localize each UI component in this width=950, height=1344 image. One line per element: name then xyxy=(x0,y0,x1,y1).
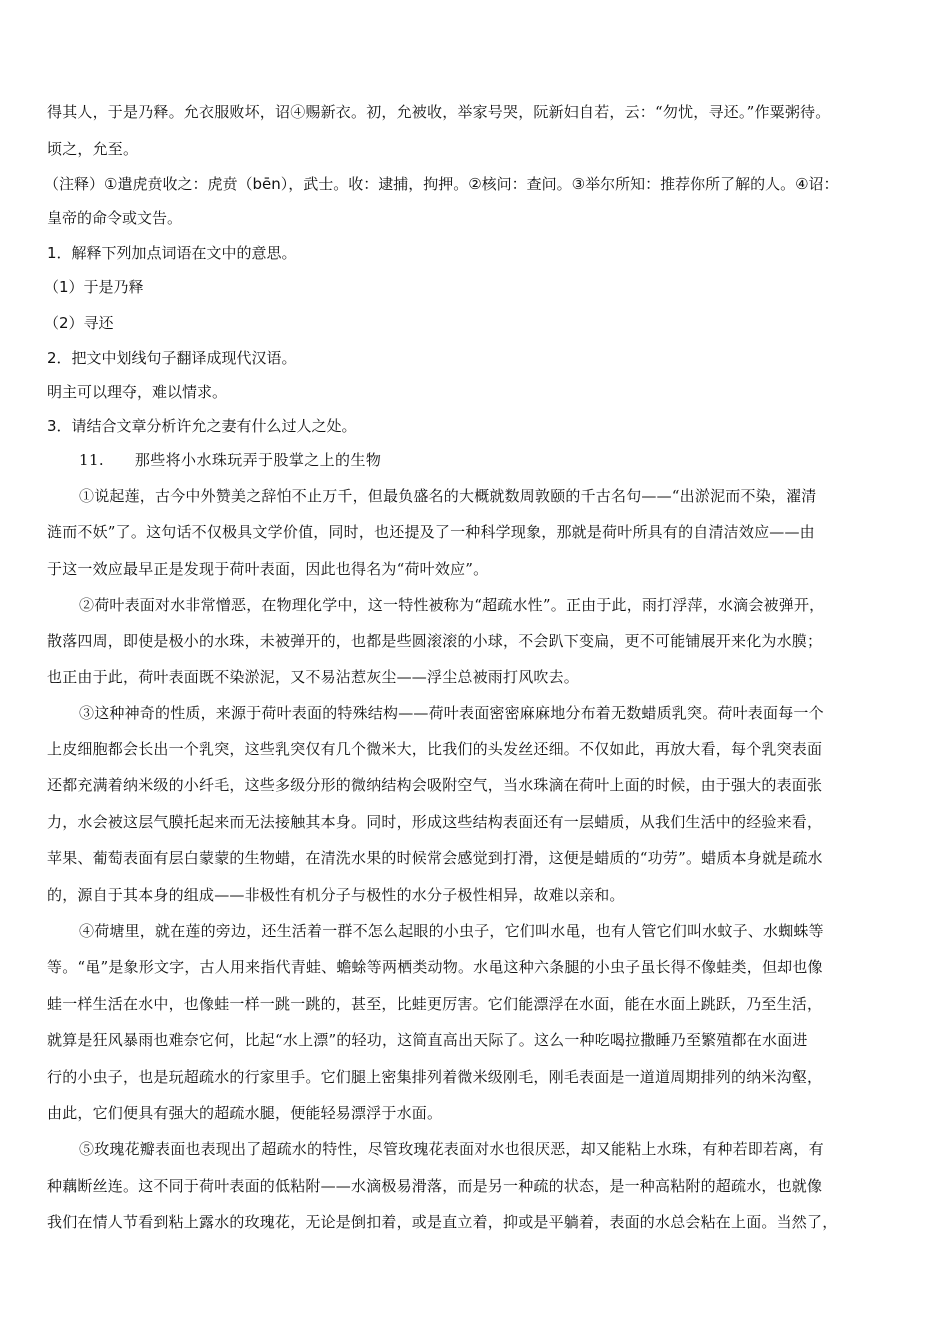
question-1: 1．解释下列加点词语在文中的意思。 xyxy=(47,244,297,262)
paragraph-2-line: 也正由于此，荷叶表面既不染淤泥，又不易沾惹灰尘——浮尘总被雨打风吹去。 xyxy=(47,668,580,686)
paragraph-3-line: 苹果、葡萄表面有层白蒙蒙的生物蜡，在清洗水果的时候常会感觉到打滑，这便是蜡质的“功劳”。蜡质本身就是疏水 xyxy=(47,849,823,867)
paragraph-5-line: ⑤玫瑰花瓣表面也表现出了超疏水的特性，尽管玫瑰花表面对水也很厌恶，却又能粘上水珠，有种若即若离，有 xyxy=(79,1140,824,1158)
paragraph-4-line: 行的小虫子，也是玩超疏水的行家里手。它们腿上密集排列着微米级刚毛，刚毛表面是一道道周期排列的纳米沟壑， xyxy=(47,1068,823,1086)
paragraph-4-line: 等。“黾”是象形文字，古人用来指代青蛙、蟾蜍等两栖类动物。水黾这种六条腿的小虫子虽长得不像蛙类，但却也像 xyxy=(47,958,823,976)
paragraph-3-line: 力，水会被这层气膜托起来而无法接触其本身。同时，形成这些结构表面还有一层蜡质，从我们生活中的经验来看， xyxy=(47,813,823,831)
question-1-sub-1: （1）于是乃释 xyxy=(44,278,144,296)
paragraph-4-line: 就算是狂风暴雨也难奈它何，比起“水上漂”的轻功，这简直高出天际了。这么一种吃喝拉撒睡乃至繁殖都在水面进 xyxy=(47,1031,808,1049)
question-2-sentence: 明主可以理夺，难以情求。 xyxy=(47,383,228,401)
paragraph-4-line: 蛙一样生活在水中，也像蛙一样一跳一跳的，甚至，比蛙更厉害。它们能漂浮在水面，能在水面上跳跃，乃至生活， xyxy=(47,995,823,1013)
paragraph-2-line: 散落四周，即使是极小的水珠，未被弹开的，也都是些圆滚滚的小球，不会趴下变扁，更不可能铺展开来化为水膜； xyxy=(47,632,823,650)
question-3: 3．请结合文章分析许允之妻有什么过人之处。 xyxy=(47,417,357,435)
paragraph-4-line: 由此，它们便具有强大的超疏水腿，便能轻易漂浮于水面。 xyxy=(47,1104,443,1122)
section-title: 11. 那些将小水珠玩弄于股掌之上的生物 xyxy=(79,451,382,469)
paragraph-3-line: 的，源自于其本身的组成——非极性有机分子与极性的水分子极性相异，故难以亲和。 xyxy=(47,886,625,904)
paragraph-2-line: ②荷叶表面对水非常憎恶，在物理化学中，这一特性被称为“超疏水性”。正由于此，雨打浮萍，水滴会被弹开， xyxy=(79,596,825,614)
paragraph-1-line: 于这一效应最早正是发现于荷叶表面，因此也得名为“荷叶效应”。 xyxy=(47,560,489,578)
notes-line: 皇帝的命令或文告。 xyxy=(47,209,183,227)
paragraph-3-line: 还都充满着纳米级的小纤毛，这些多级分形的微纳结构会吸附空气，当水珠滴在荷叶上面的时候，由于强大的表面张 xyxy=(47,776,823,794)
notes-line: （注释）①遣虎贲收之：虎贲（bēn），武士。收：逮捕，拘押。②核问：查问。③举尔所知：推荐你所了解的人。④诏： xyxy=(44,175,839,193)
paragraph-1-line: ①说起莲，古今中外赞美之辞怕不止万千，但最负盛名的大概就数周敦颐的千古名句——“出淤泥而不染，濯清 xyxy=(79,487,817,505)
paragraph-4-line: ④荷塘里，就在莲的旁边，还生活着一群不怎么起眼的小虫子，它们叫水黾，也有人管它们叫水蚊子、水蜘蛛等 xyxy=(79,922,824,940)
passage-line: 顷之，允至。 xyxy=(47,140,139,158)
question-1-sub-2: （2）寻还 xyxy=(44,314,114,332)
paragraph-5-line: 种藕断丝连。这不同于荷叶表面的低粘附——水滴极易滑落，而是另一种疏的状态，是一种高粘附的超疏水，也就像 xyxy=(47,1177,823,1195)
passage-line: 得其人，于是乃释。允衣服败坏，诏④赐新衣。初，允被收，举家号哭，阮新妇自若，云：“勿忧，寻还。”作粟粥待。 xyxy=(47,103,831,121)
paragraph-3-line: ③这种神奇的性质，来源于荷叶表面的特殊结构——荷叶表面密密麻麻地分布着无数蜡质乳突。荷叶表面每一个 xyxy=(79,704,824,722)
paragraph-5-line: 我们在情人节看到粘上露水的玫瑰花，无论是倒扣着，或是直立着，抑或是平躺着，表面的水总会粘在上面。当然了， xyxy=(47,1213,838,1231)
paragraph-1-line: 涟而不妖”了。这句话不仅极具文学价值，同时，也还提及了一种科学现象，那就是荷叶所具有的自清洁效应——由 xyxy=(47,523,815,541)
paragraph-3-line: 上皮细胞都会长出一个乳突，这些乳突仅有几个微米大，比我们的头发丝还细。不仅如此，再放大看，每个乳突表面 xyxy=(47,740,823,758)
question-2: 2．把文中划线句子翻译成现代汉语。 xyxy=(47,349,297,367)
